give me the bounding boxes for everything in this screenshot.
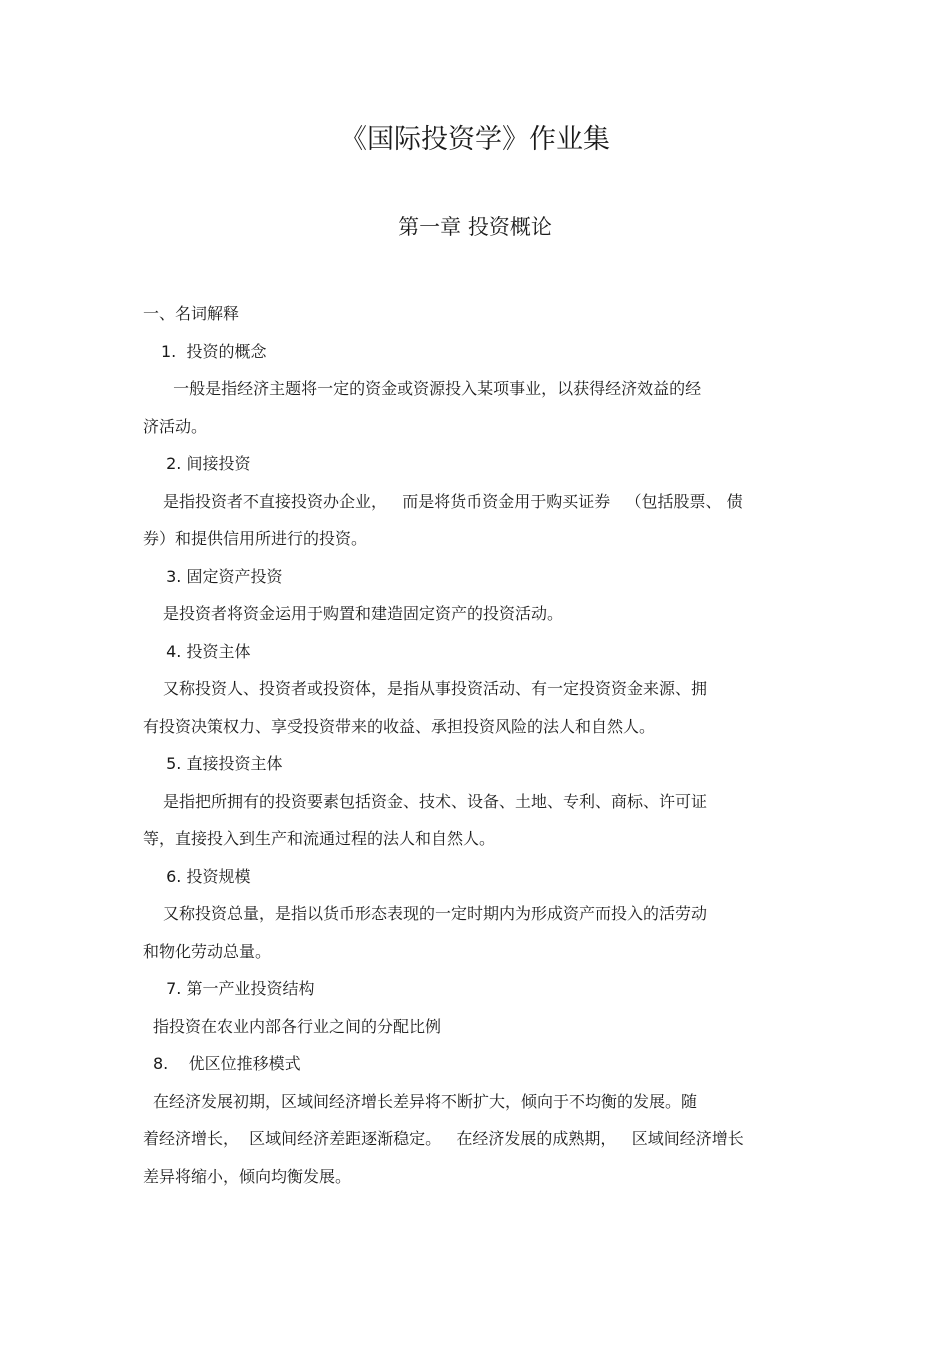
term-heading: 5. 直接投资主体 — [161, 754, 283, 773]
term-definition-line: 等，直接投入到生产和流通过程的法人和自然人。 — [143, 829, 496, 848]
term-heading: 7. 第一产业投资结构 — [161, 979, 315, 998]
term-heading: 3. 固定资产投资 — [161, 566, 283, 586]
term-definition-line: 又称投资人、投资者或投资体，是指从事投资活动、有一定投资资金来源、拥 — [163, 679, 708, 698]
term-definition-line: 差异将缩小，倾向均衡发展。 — [143, 1166, 352, 1186]
term-definition-line: 济活动。 — [143, 416, 208, 436]
chapter-title: 第一章 投资概论 — [398, 215, 552, 239]
term-definition-line: 和物化劳动总量。 — [143, 941, 272, 961]
term-definition-line: 是指投资者不直接投资办企业， 而是将货币资金用于购买证券 （包括股票、 债 — [163, 491, 743, 511]
term-heading: 6. 投资规模 — [161, 866, 251, 886]
term-definition-line: 在经济发展初期，区域间经济增长差异将不断扩大，倾向于不均衡的发展。随 — [153, 1091, 698, 1111]
term-heading: 8. 优区位推移模式 — [153, 1054, 301, 1073]
document-body — [143, 295, 823, 1195]
term-definition-line: 是投资者将资金运用于购置和建造固定资产的投资活动。 — [163, 604, 564, 623]
term-heading: 2. 间接投资 — [161, 454, 251, 473]
term-definition-line: 着经济增长， 区域间经济差距逐渐稳定。 在经济发展的成熟期， 区域间经济增长 — [143, 1129, 744, 1148]
term-definition-line: 券）和提供信用所进行的投资。 — [143, 529, 368, 548]
term-heading: 1. 投资的概念 — [161, 341, 267, 361]
term-definition-line: 一般是指经济主题将一定的资金或资源投入某项事业，以获得经济效益的经 — [163, 379, 702, 398]
term-definition-line: 有投资决策权力、享受投资带来的收益、承担投资风险的法人和自然人。 — [143, 716, 656, 736]
document-title: 《国际投资学》作业集 — [340, 124, 610, 155]
term-heading: 4. 投资主体 — [161, 641, 251, 661]
term-definition-line: 指投资在农业内部各行业之间的分配比例 — [153, 1016, 442, 1036]
term-definition-line: 又称投资总量，是指以货币形态表现的一定时期内为形成资产而投入的活劳动 — [163, 904, 708, 923]
term-definition-line: 是指把所拥有的投资要素包括资金、技术、设备、土地、专利、商标、许可证 — [163, 791, 708, 811]
section-heading: 一、名词解释 — [143, 304, 240, 323]
